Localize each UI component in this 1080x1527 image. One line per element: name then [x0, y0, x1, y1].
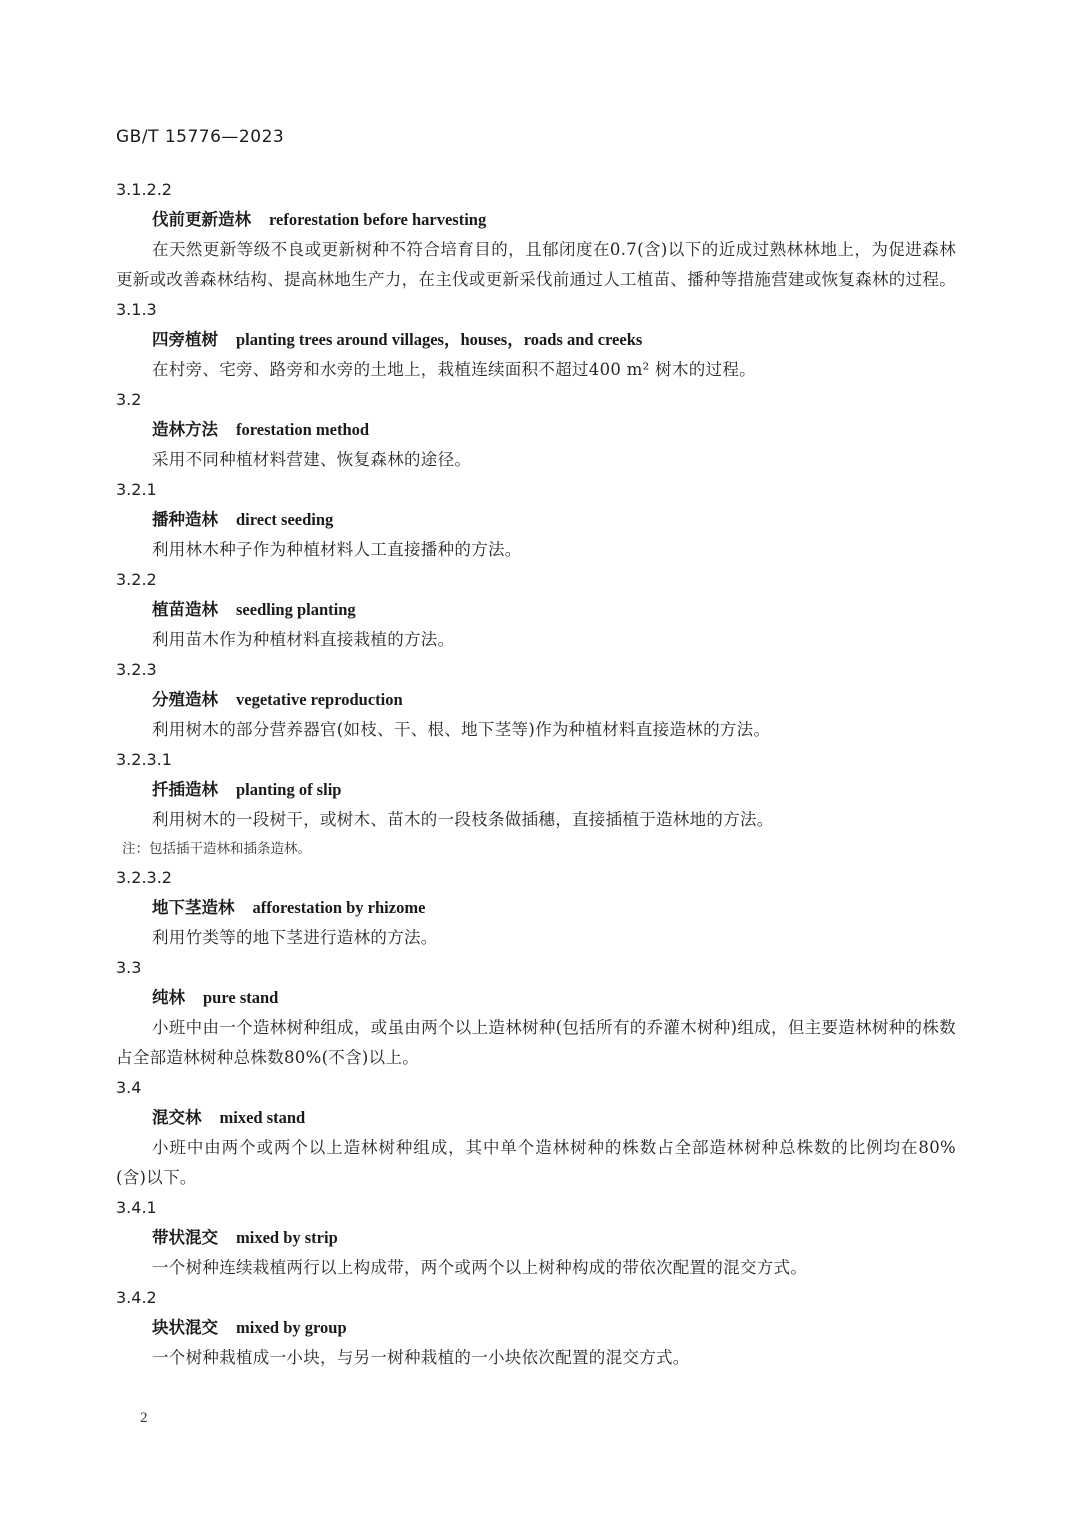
entry-term — [116, 1223, 956, 1253]
term-chinese: 伐前更新造林 — [152, 210, 251, 229]
entry-definition — [116, 1133, 956, 1193]
term-english: afforestation by rhizome — [252, 898, 426, 917]
definition-line: 上，为促进森林更新或改善森林结构、提高林地生产力，在主伐或更新采伐前通过人工植苗、播种等措施 — [116, 240, 956, 289]
entry-definition — [116, 923, 956, 953]
definition-line: 利用树木的部分营养器官(如枝、干、根、地下茎等)作为种植材料直接造林的方法。 — [152, 720, 771, 739]
definition-line: 树种的株数占全部造林树种总株数80%(不含)以上。 — [116, 1018, 956, 1067]
entry-number: 3.2.3.1 — [116, 750, 172, 769]
entry-number: 3.2 — [116, 390, 142, 409]
entry-definition — [116, 445, 956, 475]
entry-term — [116, 1313, 956, 1343]
term-chinese: 造林方法 — [152, 420, 218, 439]
term-chinese: 带状混交 — [152, 1228, 218, 1247]
term-english: vegetative reproduction — [236, 690, 403, 709]
definition-line: 利用树木的一段树干，或树木、苗木的一段枝条做插穗，直接插植于造林地的方法。 — [152, 810, 774, 829]
definition-line: 营建或恢复森林的过程。 — [771, 270, 957, 289]
term-english: direct seeding — [236, 510, 334, 529]
entry-term — [116, 893, 956, 923]
entry-term — [116, 505, 956, 535]
entry-number: 3.4 — [116, 1078, 142, 1097]
term-chinese: 扦插造林 — [152, 780, 218, 799]
entry-number: 3.4.2 — [116, 1288, 157, 1307]
term-english: seedling planting — [236, 600, 356, 619]
document-body — [116, 175, 956, 1373]
entry-definition — [116, 235, 956, 295]
entry-number: 3.2.2 — [116, 570, 157, 589]
entry-definition — [116, 625, 956, 655]
definition-line: 均在80%(含)以下。 — [116, 1138, 956, 1187]
entry-definition — [116, 355, 956, 385]
term-chinese: 纯林 — [152, 988, 185, 1007]
term-chinese: 地下茎造林 — [152, 898, 235, 917]
term-english: reforestation before harvesting — [269, 210, 487, 229]
definition-line: 小班中由两个或两个以上造林树种组成，其中单个造林树种的株数占全部造林树种总株数的比例 — [152, 1138, 884, 1157]
term-english: forestation method — [236, 420, 370, 439]
definition-line: 在天然更新等级不良或更新树种不符合培育目的，且郁闭度在0.7(含)以下的近成过熟林林地 — [152, 240, 838, 259]
entry-number: 3.3 — [116, 958, 142, 977]
definition-line: 利用竹类等的地下茎进行造林的方法。 — [152, 928, 438, 947]
definition-line: 一个树种连续栽植两行以上构成带，两个或两个以上树种构成的带依次配置的混交方式。 — [152, 1258, 808, 1277]
term-english: mixed by group — [236, 1318, 347, 1337]
definition-line: 利用林木种子作为种植材料人工直接播种的方法。 — [152, 540, 522, 559]
definition-line: 一个树种栽植成一小块，与另一树种栽植的一小块依次配置的混交方式。 — [152, 1348, 690, 1367]
definition-line: 采用不同种植材料营建、恢复森林的途径。 — [152, 450, 472, 469]
entry-definition — [116, 1253, 956, 1283]
page-number: 2 — [140, 1410, 148, 1426]
definition-line: 利用苗木作为种植材料直接栽植的方法。 — [152, 630, 455, 649]
term-chinese: 播种造林 — [152, 510, 218, 529]
entry-definition — [116, 805, 956, 835]
entry-note: 注：包括插干造林和插条造林。 — [122, 841, 311, 857]
entry-number: 3.4.1 — [116, 1198, 157, 1217]
entry-number: 3.2.3 — [116, 660, 157, 679]
term-chinese: 混交林 — [152, 1108, 202, 1127]
entry-definition — [116, 715, 956, 745]
term-chinese: 块状混交 — [152, 1318, 218, 1337]
entry-definition — [116, 535, 956, 565]
entry-term — [116, 415, 956, 445]
document-header: GB/T 15776—2023 — [116, 127, 285, 147]
term-chinese: 四旁植树 — [152, 330, 218, 349]
entry-term — [116, 325, 956, 355]
entry-number: 3.2.3.2 — [116, 868, 172, 887]
entry-term — [116, 775, 956, 805]
term-english: planting of slip — [236, 780, 342, 799]
term-chinese: 分殖造林 — [152, 690, 218, 709]
definition-line: 小班中由一个造林树种组成，或虽由两个以上造林树种(包括所有的乔灌木树种)组成，但主要造林 — [152, 1018, 872, 1037]
entry-number: 3.2.1 — [116, 480, 157, 499]
entry-definition — [116, 1013, 956, 1073]
entry-term — [116, 595, 956, 625]
term-english: pure stand — [203, 988, 279, 1007]
entry-number: 3.1.2.2 — [116, 180, 172, 199]
entry-term — [116, 205, 956, 235]
entry-term — [116, 1103, 956, 1133]
entry-term — [116, 685, 956, 715]
entry-term — [116, 983, 956, 1013]
term-english: mixed by strip — [236, 1228, 338, 1247]
term-chinese: 植苗造林 — [152, 600, 218, 619]
definition-line: 在村旁、宅旁、路旁和水旁的土地上，栽植连续面积不超过400 m² 树木的过程。 — [152, 360, 756, 379]
term-english: planting trees around villages，houses，roads and creeks — [236, 330, 643, 349]
entry-number: 3.1.3 — [116, 300, 157, 319]
entry-definition — [116, 1343, 956, 1373]
term-english: mixed stand — [219, 1108, 306, 1127]
